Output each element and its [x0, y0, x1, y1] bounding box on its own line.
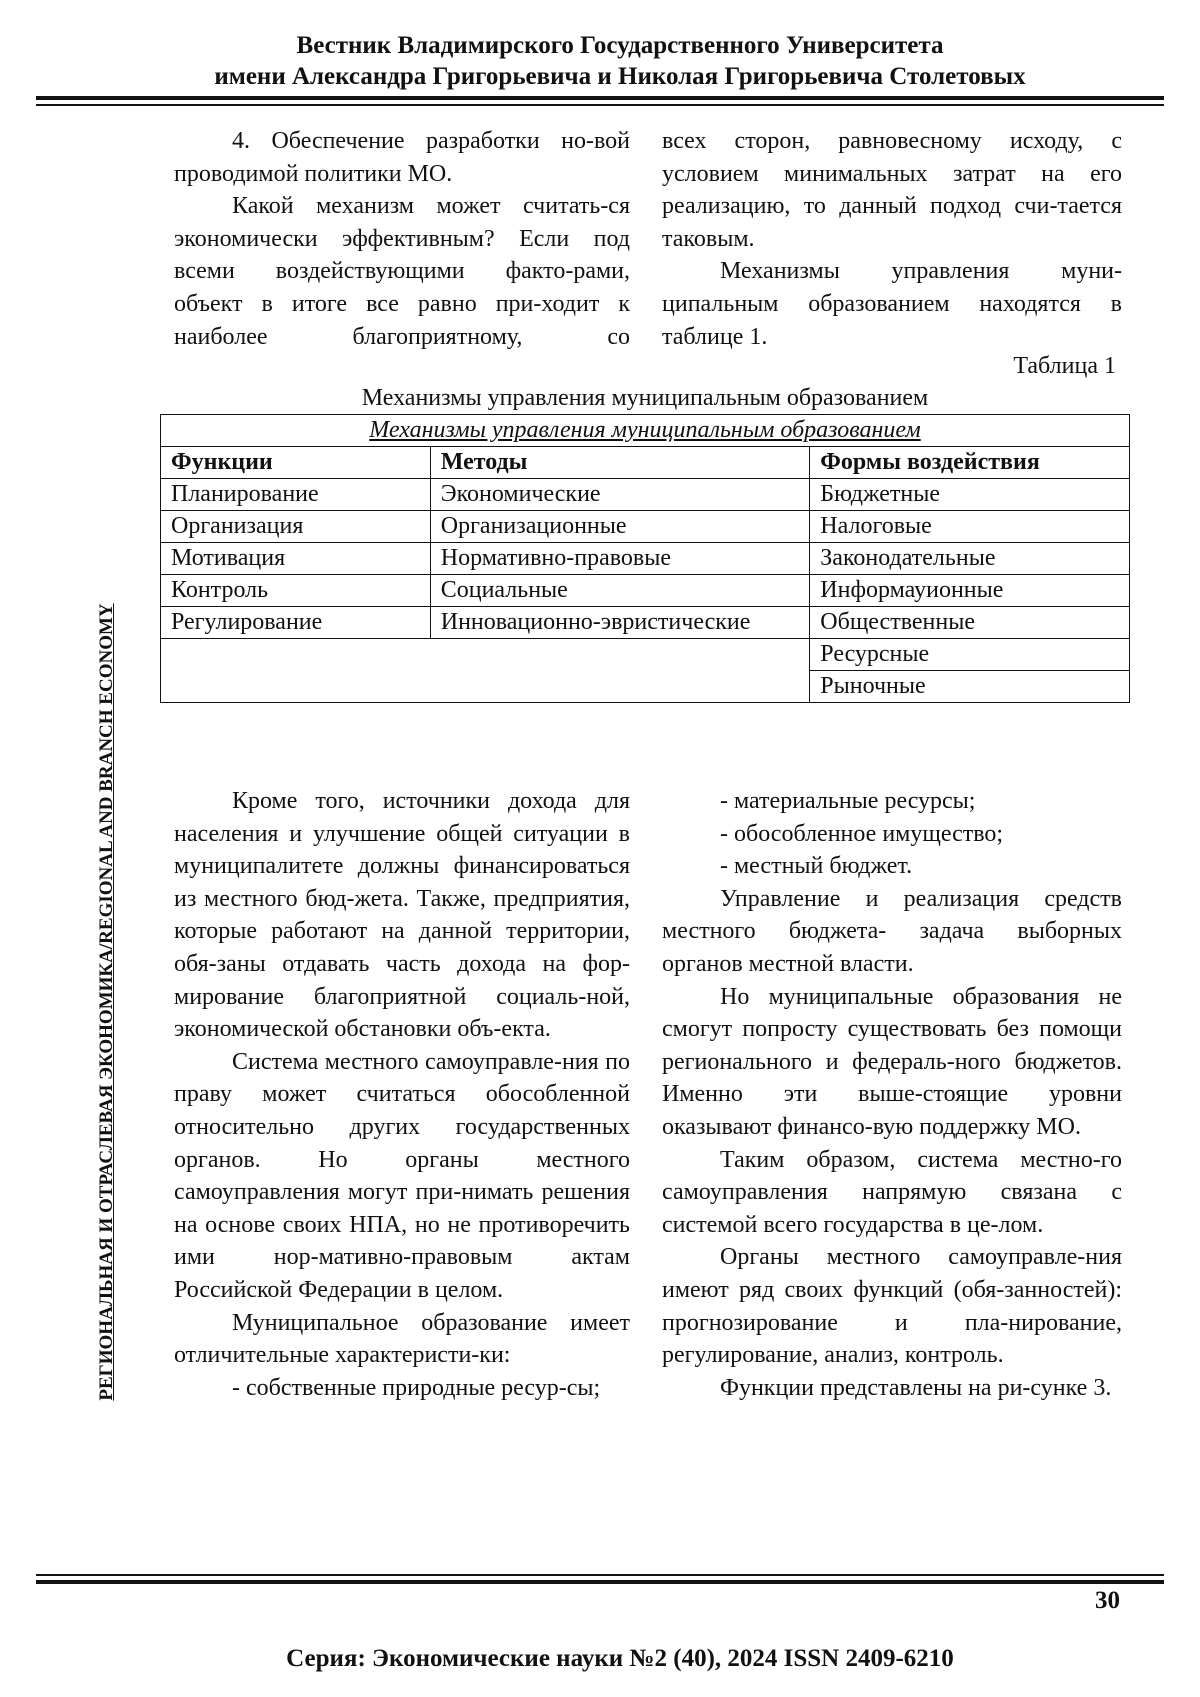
table-cell: Мотивация	[161, 543, 431, 575]
bottom-left-column	[174, 785, 630, 1404]
footer-rule-thin	[36, 1574, 1164, 1576]
list-item: - материальные ресурсы;	[720, 788, 976, 814]
paragraph: Муниципальное образование имеет отличительные характеристи-ки:	[174, 1309, 630, 1369]
table-header-row	[161, 447, 1130, 479]
paragraph: Таким образом, система местно-го самоуправления напрямую связана с системой всего государства в це-лом.	[662, 1146, 1122, 1238]
top-left-column	[174, 125, 630, 353]
table-cell: Ресурсные	[810, 639, 1130, 671]
bottom-right-column	[662, 785, 1122, 1404]
table-row	[161, 511, 1130, 543]
table-cell: Общественные	[810, 607, 1130, 639]
journal-header	[130, 30, 1110, 92]
paragraph: Но муниципальные образования не смогут попросту существовать без помощи регионального и федераль-ного бюджетов. Именно эти выше-стоящие уровни оказывают финансо-вую поддержку МО.	[662, 983, 1122, 1140]
table-cell: Организационные	[430, 511, 810, 543]
table-cell: Инновационно-эвристические	[430, 607, 810, 639]
paragraph: Функции представлены на ри-сунке 3.	[720, 1374, 1112, 1401]
list-item: - обособленное имущество;	[720, 820, 1004, 847]
list-item: - собственные природные ресур-сы;	[232, 1374, 601, 1401]
table-cell: Экономические	[430, 479, 810, 511]
table-row	[161, 543, 1130, 575]
table-cell: Законодательные	[810, 543, 1130, 575]
column-header: Методы	[430, 447, 810, 479]
paragraph: Кроме того, источники дохода для населения и улучшение общей ситуации в муниципалитете должны финансироваться из местного бюд-жета. Также, предприятия, которые работают на данной территории, обя-заны отдавать часть дохода на фор-мирование благоприятной социаль-ной, экономической обстановки объ-екта.	[174, 788, 630, 1043]
journal-title-line1: Вестник Владимирского Государственного Университета	[296, 32, 944, 59]
column-header: Функции	[161, 447, 431, 479]
table-cell: Регулирование	[161, 607, 431, 639]
footer-rule-thick	[36, 1580, 1164, 1584]
paragraph: Механизмы управления муни-ципальным образованием находятся в таблице 1.	[662, 258, 1122, 350]
table-cell: Налоговые	[810, 511, 1130, 543]
page-number: 30	[1095, 1587, 1120, 1614]
table-cell: Нормативно-правовые	[430, 543, 810, 575]
table-row	[161, 575, 1130, 607]
table-number: Таблица 1	[1013, 353, 1116, 379]
table-cell: Организация	[161, 511, 431, 543]
table-row	[161, 639, 1130, 671]
header-rule-thin	[36, 104, 1164, 106]
table-merged-header-row	[161, 415, 1130, 447]
table-caption: Механизмы управления муниципальным образованием	[361, 385, 929, 411]
header-rule-thick	[36, 96, 1164, 100]
table-cell: Контроль	[161, 575, 431, 607]
column-header: Формы воздействия	[810, 447, 1130, 479]
paragraph: Управление и реализация средств местного бюджета- задача выборных органов местной власти.	[662, 885, 1122, 977]
table-row	[161, 607, 1130, 639]
paragraph: 4. Обеспечение разработки но-вой проводимой политики МО.	[174, 128, 630, 187]
journal-title-line2: имени Александра Григорьевича и Николая Григорьевича Столетовых	[214, 63, 1026, 90]
paragraph: Какой механизм может считать-ся экономически эффективным? Если под всеми воздействующими факто-рами, объект в итоге все равно при-ходит к наиболее благоприятному, со	[174, 193, 630, 350]
list-item: - местный бюджет.	[720, 853, 913, 880]
paragraph: всех сторон, равновесному исходу, с условием минимальных затрат на его реализацию, то данный подход счи-тается таковым.	[662, 128, 1122, 252]
table-cell: Социальные	[430, 575, 810, 607]
table-row	[161, 479, 1130, 511]
table-cell: Информауионные	[810, 575, 1130, 607]
section-side-label: РЕГИОНАЛЬНАЯ И ОТРАСЛЕВАЯ ЭКОНОМИКА/REGIONAL AND BRANCH ECONOMY	[96, 603, 117, 1401]
top-right-column	[662, 125, 1122, 353]
mechanisms-table	[160, 414, 1130, 703]
table-cell: Бюджетные	[810, 479, 1130, 511]
series-footer: Серия: Экономические науки №2 (40), 2024 ISSN 2409-6210	[286, 1645, 954, 1672]
table-empty-cell	[161, 639, 810, 703]
paragraph: Система местного самоуправле-ния по праву может считаться обособленной относительно других государственных органов. Но органы местного самоуправления могут при-нимать решения на основе своих НПА, но не противоречить ими нор-мативно-правовым актам Российской Федерации в целом.	[174, 1048, 630, 1303]
table-cell: Рыночные	[810, 671, 1130, 703]
table-merged-header: Механизмы управления муниципальным образованием	[161, 415, 1130, 447]
paragraph: Органы местного самоуправле-ния имеют ряд своих функций (обя-занностей): прогнозирование и пла-нирование, регулирование, анализ, контроль.	[662, 1244, 1122, 1369]
table-cell: Планирование	[161, 479, 431, 511]
